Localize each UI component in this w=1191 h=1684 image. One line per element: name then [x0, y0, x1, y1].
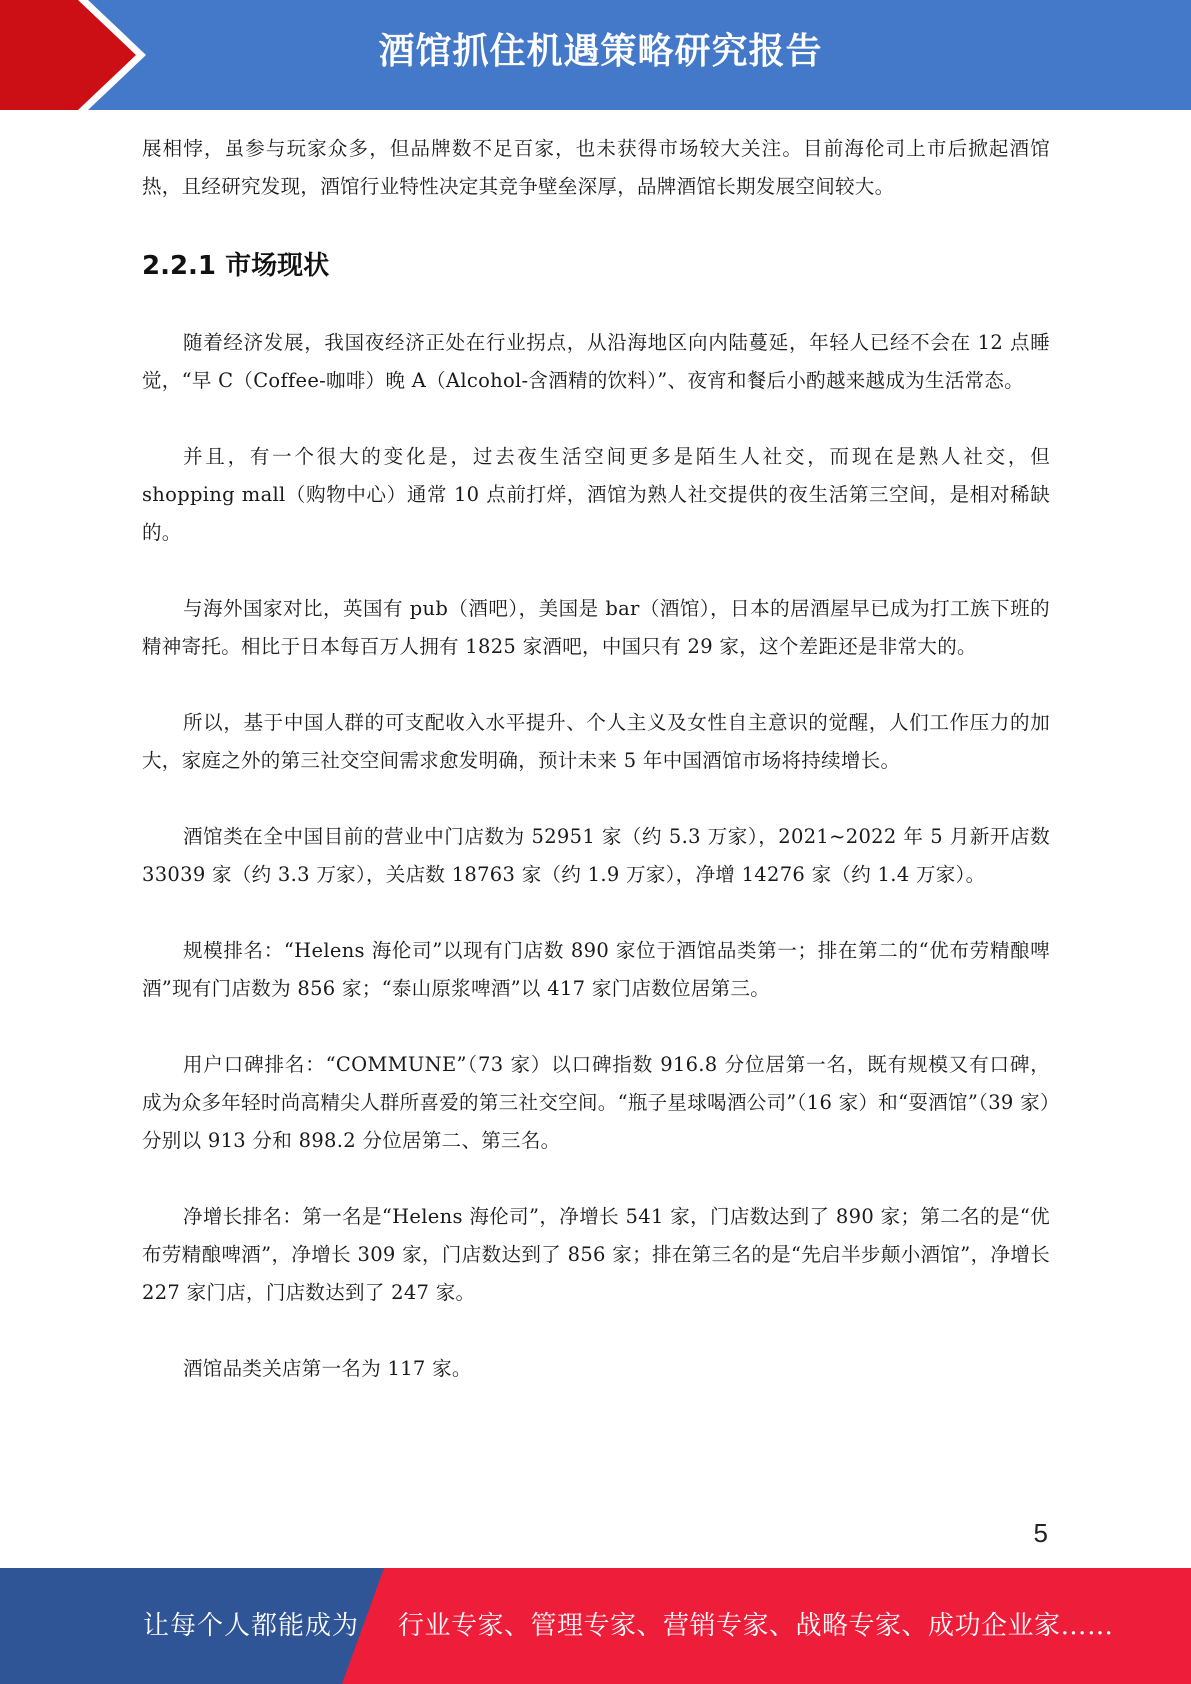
- section-heading: 2.2.1 市场现状: [142, 251, 330, 281]
- body-paragraph: 酒馆类在全中国目前的营业中门店数为 52951 家（约 5.3 万家），2021~2022 年 5 月新开店数 33039 家（约 3.3 万家），关店数 18763 家（约 1.9 万家），净增 14276 家（约 1.4 万家）。: [142, 825, 1050, 886]
- body-paragraph: 酒馆品类关店第一名为 117 家。: [183, 1357, 472, 1380]
- body-paragraph: 并且，有一个很大的变化是，过去夜生活空间更多是陌生人社交，而现在是熟人社交，但 shopping mall（购物中心）通常 10 点前打烊，酒馆为熟人社交提供的夜生活第三空间，是相对稀缺的。: [142, 445, 1050, 544]
- body-paragraph: 用户口碑排名：“COMMUNE”（73 家）以口碑指数 916.8 分位居第一名，既有规模又有口碑，成为众多年轻时尚高精尖人群所喜爱的第三社交空间。“瓶子星球喝酒公司”（16 家）和“耍酒馆”（39 家）分别以 913 分和 898.2 分位居第二、第三名。: [142, 1053, 1050, 1152]
- page-number: 5: [1033, 1518, 1048, 1548]
- intro-paragraph: 展相悖，虽参与玩家众多，但品牌数不足百家，也未获得市场较大关注。目前海伦司上市后掀起酒馆热，且经研究发现，酒馆行业特性决定其竞争壁垒深厚，品牌酒馆长期发展空间较大。: [142, 137, 1050, 198]
- document-body: [142, 130, 1050, 1388]
- report-title: 酒馆抓住机遇策略研究报告: [378, 31, 823, 72]
- body-paragraph: 所以，基于中国人群的可支配收入水平提升、个人主义及女性自主意识的觉醒，人们工作压力的加大，家庭之外的第三社交空间需求愈发明确，预计未来 5 年中国酒馆市场将持续增长。: [142, 711, 1050, 772]
- body-paragraph: 规模排名：“Helens 海伦司”以现有门店数 890 家位于酒馆品类第一；排在第二的“优布劳精酿啤酒”现有门店数为 856 家；“泰山原浆啤酒”以 417 家门店数位居第三。: [142, 939, 1050, 1000]
- body-paragraph: 净增长排名：第一名是“Helens 海伦司”，净增长 541 家，门店数达到了 890 家；第二名的是“优布劳精酿啤酒”，净增长 309 家，门店数达到了 856 家；排在第三名的是“先启半步颠小酒馆”，净增长 227 家门店，门店数达到了 247 家。: [142, 1205, 1050, 1304]
- page-footer: [0, 1568, 1191, 1684]
- body-paragraph: 随着经济发展，我国夜经济正处在行业拐点，从沿海地区向内陆蔓延，年轻人已经不会在 12 点睡觉，“早 C（Coffee-咖啡）晚 A（Alcohol-含酒精的饮料）”、夜宵和餐后小酌越来越成为生活常态。: [142, 331, 1050, 392]
- page-header: [0, 0, 1191, 110]
- footer-slogan-left: 让每个人都能成为: [143, 1611, 360, 1641]
- footer-slogan-right: 行业专家、管理专家、营销专家、战略专家、成功企业家……: [398, 1611, 1114, 1641]
- body-paragraph: 与海外国家对比，英国有 pub（酒吧），美国是 bar（酒馆），日本的居酒屋早已成为打工族下班的精神寄托。相比于日本每百万人拥有 1825 家酒吧，中国只有 29 家，这个差距还是非常大的。: [142, 597, 1050, 658]
